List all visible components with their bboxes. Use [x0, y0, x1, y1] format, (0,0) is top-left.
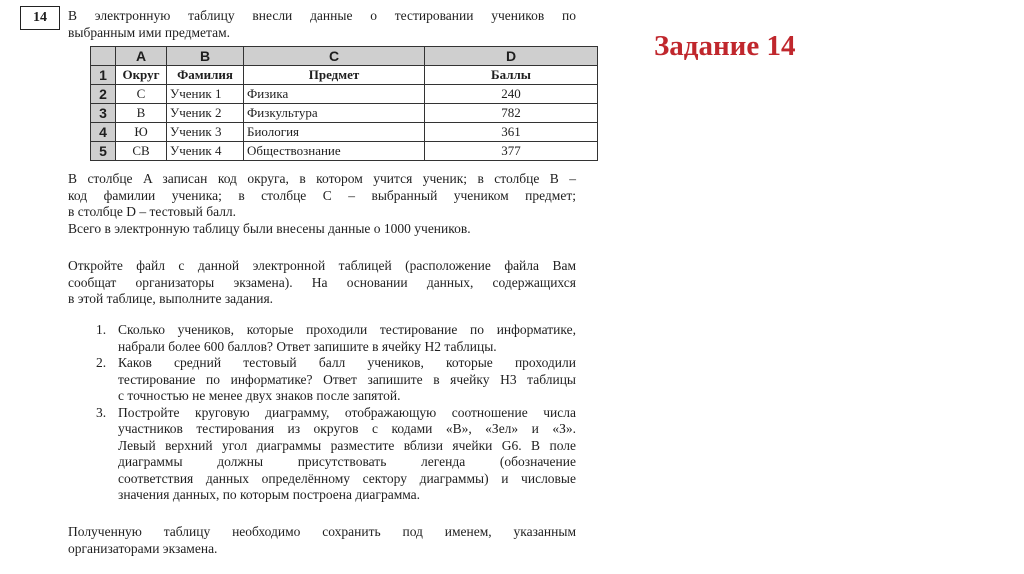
intro-text	[68, 8, 576, 41]
cell: Ученик 1	[167, 85, 244, 104]
cell: 377	[425, 142, 598, 161]
list-number: 1.	[96, 322, 107, 337]
list-item	[68, 355, 576, 405]
task-line: набрали более 600 баллов? Ответ запишите в ячейку H2 таблицы.	[118, 338, 497, 354]
cell: Предмет	[244, 66, 425, 85]
closing-text	[68, 524, 576, 557]
cell: 361	[425, 123, 598, 142]
description-line: в столбце D – тестовый балл.	[68, 204, 237, 219]
corner-cell	[91, 47, 116, 66]
column-header: A	[116, 47, 167, 66]
cell: Фамилия	[167, 66, 244, 85]
description-line: код фамилии ученика; в столбце C – выбранный учеником предмет;	[68, 187, 576, 203]
description-line: Всего в электронную таблицу были внесены данные о 1000 учеников.	[68, 220, 471, 236]
cell: Ученик 2	[167, 104, 244, 123]
cell: 782	[425, 104, 598, 123]
list-item	[68, 405, 576, 504]
cell: Округ	[116, 66, 167, 85]
description-line: В столбце A записан код округа, в котором учится ученик; в столбце B –	[68, 171, 576, 186]
task-line: участников тестирования из округов с кодами «В», «Зел» и «З».	[118, 421, 576, 436]
cell: Физкультура	[244, 104, 425, 123]
cell: Биология	[244, 123, 425, 142]
task-line: соответствия данных определённому сектору диаграммы) и числовые	[118, 470, 576, 486]
spreadsheet-table	[90, 46, 598, 161]
cell: Обществознание	[244, 142, 425, 161]
cell: С	[116, 85, 167, 104]
table-row	[91, 85, 598, 104]
task-number-box: 14	[20, 6, 60, 30]
row-number: 4	[91, 123, 116, 142]
cell: Физика	[244, 85, 425, 104]
row-number: 1	[91, 66, 116, 85]
list-number: 2.	[96, 355, 107, 370]
cell: Ученик 4	[167, 142, 244, 161]
column-header-row	[91, 47, 598, 66]
task-line: значения данных, по которым построена диаграмма.	[118, 487, 421, 502]
cell: В	[116, 104, 167, 123]
table-row	[91, 104, 598, 123]
row-number: 5	[91, 142, 116, 161]
instructions-text	[68, 258, 576, 308]
instructions-line: сообщат организаторы экзамена). На основании данных, содержащихся	[68, 274, 576, 290]
table-row	[91, 66, 598, 85]
task-line: Постройте круговую диаграмму, отображающую соотношение числа	[118, 404, 576, 420]
task-line: Сколько учеников, которые проходили тестирование по информатике,	[118, 322, 576, 337]
cell: Баллы	[425, 66, 598, 85]
closing-line: организаторами экзамена.	[68, 540, 218, 556]
cell: 240	[425, 85, 598, 104]
cell: Ученик 3	[167, 123, 244, 142]
cell: СВ	[116, 142, 167, 161]
task-line: тестирование по информатике? Ответ запишите в ячейку H3 таблицы	[118, 371, 576, 387]
closing-line: Полученную таблицу необходимо сохранить под именем, указанным	[68, 524, 576, 539]
instructions-line: в этой таблице, выполните задания.	[68, 291, 274, 306]
task-line: диаграммы должны присутствовать легенда (обозначение	[118, 454, 576, 469]
description-text	[68, 171, 576, 237]
row-number: 2	[91, 85, 116, 104]
task-line: Левый верхний угол диаграммы разместите вблизи ячейки G6. В поле	[118, 437, 576, 453]
column-header: C	[244, 47, 425, 66]
instructions-line: Откройте файл с данной электронной таблицей (расположение файла Вам	[68, 258, 576, 273]
task-list	[68, 322, 576, 504]
task-line: с точностью не менее двух знаков после запятой.	[118, 388, 401, 403]
intro-line: выбранным ими предметам.	[68, 24, 231, 40]
list-number: 3.	[96, 404, 107, 420]
table-row	[91, 123, 598, 142]
slide-title: Задание 14	[654, 30, 796, 62]
table-row	[91, 142, 598, 161]
list-item	[68, 322, 576, 355]
task-line: Каков средний тестовый балл учеников, которые проходили	[118, 355, 576, 370]
intro-line: В электронную таблицу внесли данные о тестировании учеников по	[68, 8, 576, 23]
column-header: D	[425, 47, 598, 66]
cell: Ю	[116, 123, 167, 142]
column-header: B	[167, 47, 244, 66]
row-number: 3	[91, 104, 116, 123]
